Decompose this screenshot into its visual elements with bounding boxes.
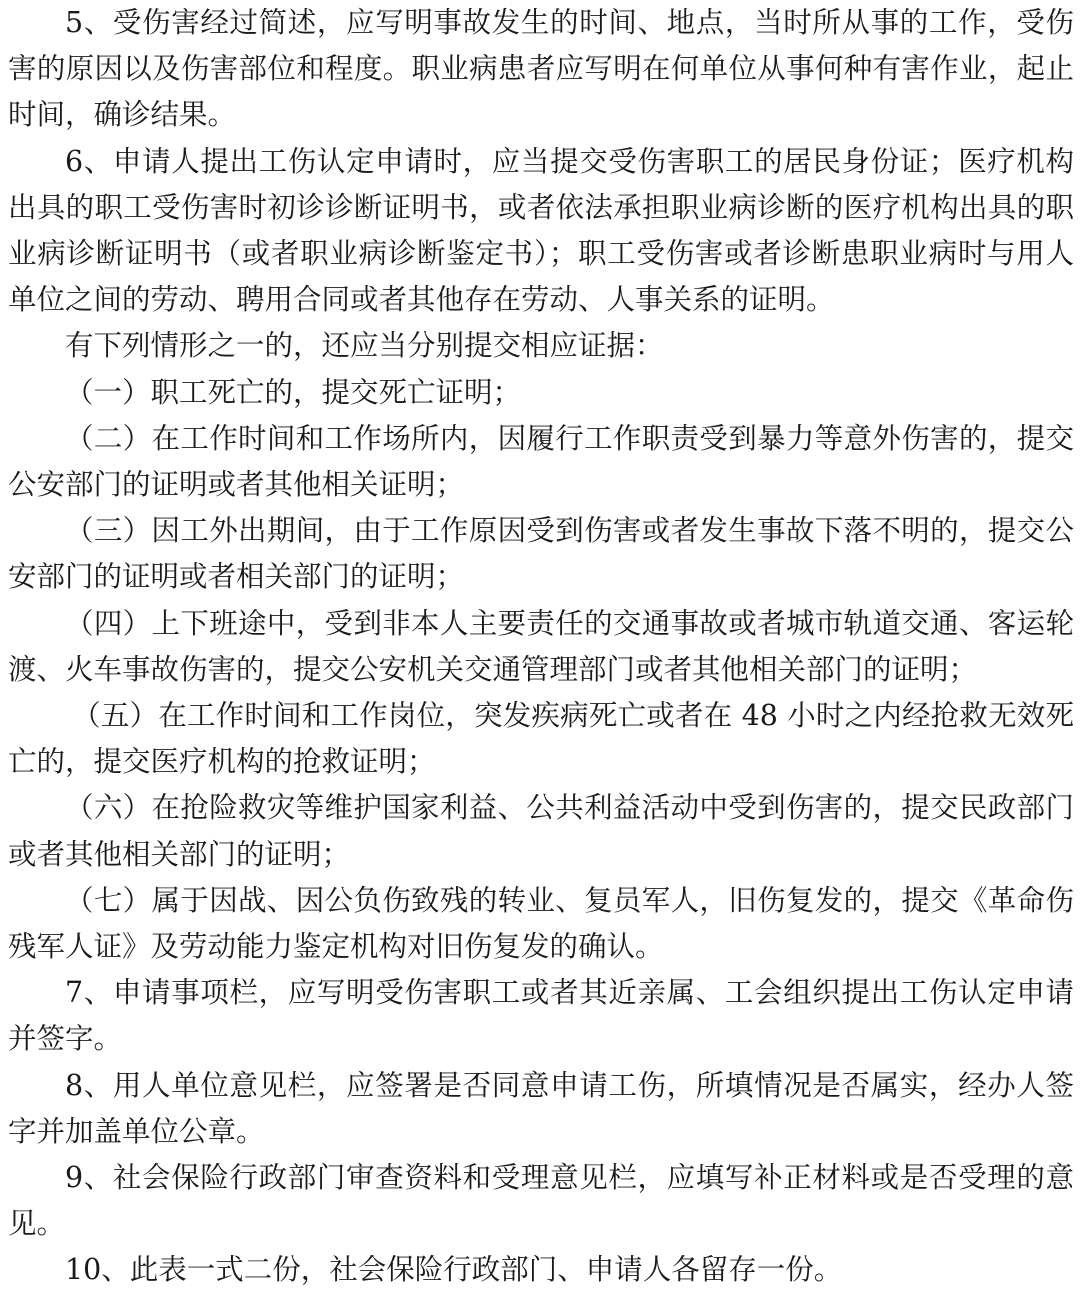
paragraph-item-7: 7、申请事项栏，应写明受伤害职工或者其近亲属、工会组织提出工伤认定申请并签字。 [8, 976, 1074, 1056]
paragraph-case-1: （一）职工死亡的，提交死亡证明； [65, 375, 522, 409]
paragraph-item-10: 10、此表一式二份，社会保险行政部门、申请人各留存一份。 [65, 1253, 843, 1287]
document-body [8, 0, 1074, 1294]
paragraph-case-3: （三）因工外出期间，由于工作原因受到伤害或者发生事故下落不明的，提交公安部门的证明或者相关部门的证明； [8, 514, 1074, 594]
paragraph-item-6: 6、申请人提出工伤认定申请时，应当提交受伤害职工的居民身份证；医疗机构出具的职工受伤害时初诊诊断证明书，或者依法承担职业病诊断的医疗机构出具的职业病诊断证明书（或者职业病诊断鉴定书）；职工受伤害或者诊断患职业病时与用人单位之间的劳动、聘用合同或者其他存在劳动、人事关系的证明。 [8, 144, 1074, 317]
paragraph-case-2: （二）在工作时间和工作场所内，因履行工作职责受到暴力等意外伤害的，提交公安部门的证明或者其他相关证明； [8, 421, 1074, 502]
paragraph-case-5: （五）在工作时间和工作岗位，突发疾病死亡或者在 48 小时之内经抢救无效死亡的，提交医疗机构的抢救证明； [8, 699, 1074, 779]
paragraph-item-8: 8、用人单位意见栏，应签署是否同意申请工伤，所填情况是否属实，经办人签字并加盖单位公章。 [8, 1068, 1074, 1148]
paragraph-case-4: （四）上下班途中，受到非本人主要责任的交通事故或者城市轨道交通、客运轮渡、火车事故伤害的，提交公安机关交通管理部门或者其他相关部门的证明； [8, 606, 1074, 686]
paragraph-evidence-intro: 有下列情形之一的，还应当分别提交相应证据： [65, 329, 664, 363]
paragraph-case-6: （六）在抢险救灾等维护国家利益、公共利益活动中受到伤害的，提交民政部门或者其他相关部门的证明； [8, 791, 1074, 871]
paragraph-item-9: 9、社会保险行政部门审查资料和受理意见栏，应填写补正材料或是否受理的意见。 [8, 1161, 1074, 1241]
paragraph-item-5: 5、受伤害经过简述，应写明事故发生的时间、地点，当时所从事的工作，受伤害的原因以及伤害部位和程度。职业病患者应写明在何单位从事何种有害作业，起止时间，确诊结果。 [8, 6, 1074, 132]
paragraph-case-7: （七）属于因战、因公负伤致残的转业、复员军人，旧伤复发的，提交《革命伤残军人证》及劳动能力鉴定机构对旧伤复发的确认。 [8, 883, 1074, 964]
